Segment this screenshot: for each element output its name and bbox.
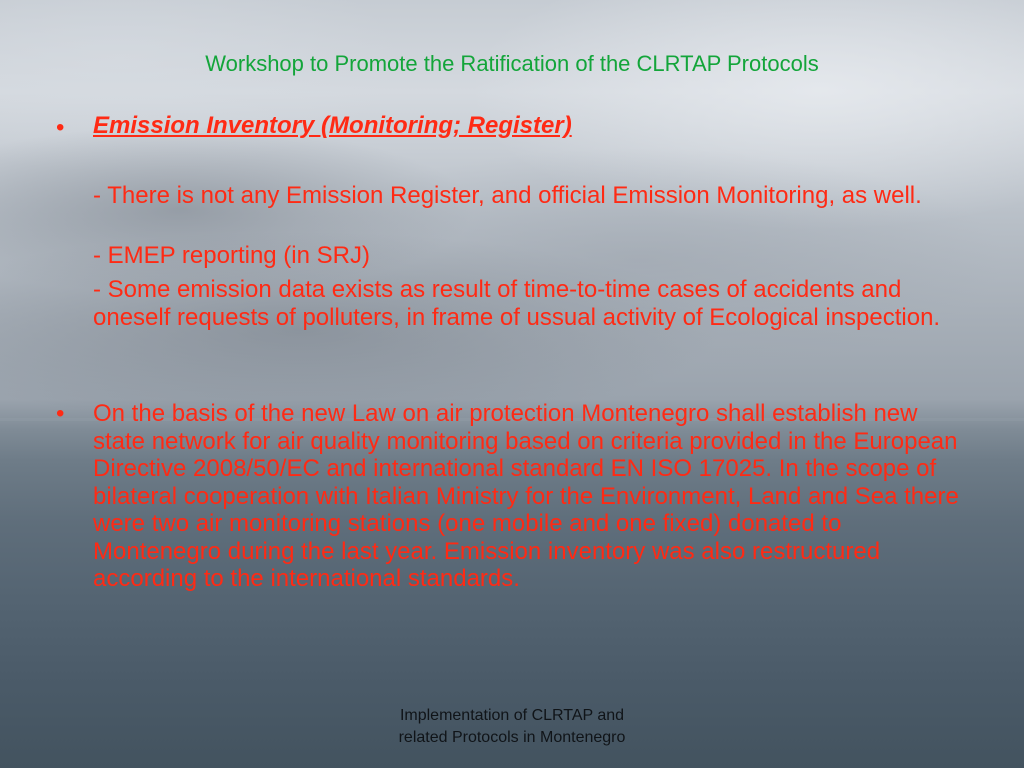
footer-line-2: related Protocols in Montenegro <box>398 729 626 746</box>
slide-title: Workshop to Promote the Ratification of the CLRTAP Protocols <box>205 51 819 76</box>
paragraph-air-protection-law: On the basis of the new Law on air protection Montenegro shall establish new state network for air quality monitoring based on criteria provided in the European Directive 2008/50/EC and international standard EN ISO 17025. In the scope of bilateral cooperation with Italian Ministry for the Environment, Land and Sea there were two air monitoring stations (one mobile and one fixed) donated to Montenegro during the last year. Emission inventory was also restructured according to the international standards. <box>93 400 959 592</box>
paragraph-emep-reporting: - EMEP reporting (in SRJ) <box>93 242 370 269</box>
bullet-marker: • <box>56 400 65 427</box>
paragraph-emission-register: - There is not any Emission Register, and official Emission Monitoring, as well. <box>93 182 922 209</box>
footer-line-1: Implementation of CLRTAP and <box>399 707 625 724</box>
slide-footer <box>352 705 672 749</box>
bullet-marker: • <box>56 114 65 141</box>
paragraph-emission-data: - Some emission data exists as result of time-to-time cases of accidents and oneself requests of polluters, in frame of ussual activity of Ecological inspection. <box>93 276 941 331</box>
section-heading: Emission Inventory (Monitoring; Register) <box>93 112 572 139</box>
